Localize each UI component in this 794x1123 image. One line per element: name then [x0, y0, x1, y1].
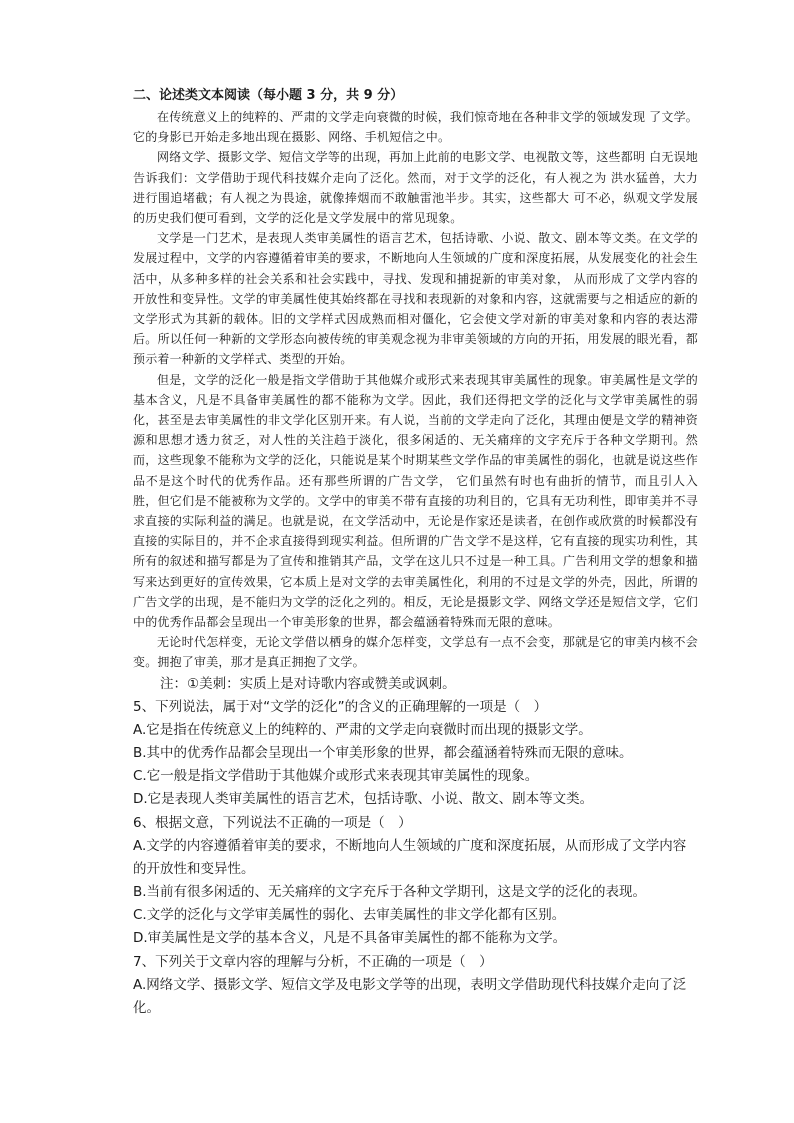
passage-paragraph-1: 在传统意义上的纯粹的、严肃的文学走向衰微的时候，我们惊奇地在各种非文学的领域发现 了文学。它的身影已开始走多地出现在摄影、网络、手机短信之中。 — [133, 110, 698, 145]
passage-paragraph-5: 无论时代怎样变，无论文学借以栖身的媒介怎样变，文学总有一点不会变，那就是它的审美内核不会变。拥抱了审美，那才是真正拥抱了文学。 — [133, 635, 698, 670]
option-c: C.它一般是指文学借助于其他媒介或形式来表现其审美属性的现象。 — [133, 767, 539, 784]
passage-paragraph-3: 文学是一门艺术，是表现人类审美属性的语言艺术，包括诗歌、小说、散文、剧本等文类。在文学的发展过程中，文学的内容遵循着审美的要求，不断地向人生领域的广度和深度拓展，从发展变化的社会生活中，从多种多样的社会关系和社会实践中，寻找、发现和捕捉新的审美对象， 从而形成了文学内容的开放性和变异性。文学的审美属性使其始终都在寻找和表现新的对象和内容，这就需要与之相适应的新的文学形式为其新的载体。旧的文学样式因成熟而相对僵化，它会使文学对新的审美对象和内容的表达滞后。所以任何一种新的文学形态向被传统的审美观念视为非审美领域的方向的开拓，用发展的眼光看，都预示着一种新的文学样式、类型的开始。 — [133, 231, 698, 367]
option-d: D.它是表现人类审美属性的语言艺术，包括诗歌、小说、散文、剧本等文类。 — [133, 790, 594, 807]
question-stem: 7、下列关于文章内容的理解与分析，不正确的一项是（ ） — [133, 953, 493, 970]
question-5 — [133, 696, 698, 811]
option-b: B.当前有很多闲适的、无关痛痒的文字充斥于各种文学期刊，这是文学的泛化的表现。 — [133, 883, 647, 900]
option-c: C.文学的泛化与文学审美属性的弱化、去审美属性的非文学化都有区别。 — [133, 906, 566, 923]
passage-paragraph-2: 网络文学、摄影文学、短信文学等的出现，再加上此前的电影文学、电视散文等，这些都明 白无误地告诉我们：文学借助于现代科技媒介走向了泛化。然而，对于文学的泛化，有人视之为 洪水猛兽，大力进行围追堵截；有人视之为畏途，就像捧烟而不敢触雷池半步。其实，这些都大 可不必，纵观文学发展的历史我们便可看到，文学的泛化是文学发展中的常见现象。 — [133, 150, 698, 226]
reading-passage — [133, 107, 698, 673]
question-stem: 6、根据文意，下列说法不正确的一项是（ ） — [133, 814, 412, 831]
option-b: B.其中的优秀作品都会呈现出一个审美形象的世界，都会蕴涵着特殊而无限的意味。 — [133, 744, 633, 761]
option-a: A.它是指在传统意义上的纯粹的、严肃的文学走向衰微时而出现的摄影文学。 — [133, 721, 592, 738]
option-d: D.审美属性是文学的基本含义，凡是不具备审美属性的都不能称为文学。 — [133, 929, 567, 946]
passage-paragraph-4: 但是，文学的泛化一般是指文学借助于其他媒介或形式来表现其审美属性的现象。审美属性是文学的基本含义，凡是不具备审美属性的都不能称为文学。因此，我们还得把文学的泛化与文学审美属性的弱化，甚至是去审美属性的非文学化区别开来。有人说，当前的文学走向了泛化，其理由便是文学的精神资源和思想才透力贫乏，对人性的关注趋于淡化，很多闲适的、无关痛痒的文字充斥于各种文学期刊。然而，这些现象不能称为文学的泛化，只能说是某个时期某些文学作品的审美属性的弱化，也就是说这些作品不是这个时代的优秀作品。还有那些所谓的广告文学， 它们虽然有时也有曲折的情节，而且引人入胜，但它们是不能被称为文学的。文学中的审美不带有直接的功利目的，它具有无功利性，即审美并不寻求直接的实际利益的满足。也就是说，在文学活动中，无论是作家还是读者，在创作或欣赏的时候都没有直接的实际目的，并不企求直接得到现实利益。但所谓的广告文学不是这样，它有直接的现实功利性，其所有的叙述和描写都是为了宣传和推销其产品，文学在这儿只不过是一种工具。广告利用文学的想象和描写来达到更好的宣传效果，它本质上是对文学的去审美属性化，利用的不过是文学的外壳，因此，所谓的广告文学的出现，是不能归为文学的泛化之列的。相反，无论是摄影文学、网络文学还是短信文学，它们中的优秀作品都会呈现出一个审美形象的世界，都会蕴涵着特殊而无限的意味。 — [133, 372, 698, 630]
question-7 — [133, 951, 698, 1020]
option-a: A.网络文学、摄影文学、短信文学及电影文学等的出现，表明文学借助现代科技媒介走向了泛化。 — [133, 976, 687, 1016]
section-heading: 二、论述类文本阅读（每小题 3 分，共 9 分） — [133, 88, 404, 103]
question-6 — [133, 812, 698, 950]
question-stem: 5、下列说法，属于对“文学的泛化”的含义的正确理解的一项是（ ） — [133, 698, 548, 715]
option-a: A.文学的内容遵循着审美的要求，不断地向人生领域的广度和深度拓展，从而形成了文学内容的开放性和变异性。 — [133, 837, 687, 877]
footnote: 注：①美刺：实质上是对诗歌内容或赞美或讽刺。 — [160, 675, 456, 692]
